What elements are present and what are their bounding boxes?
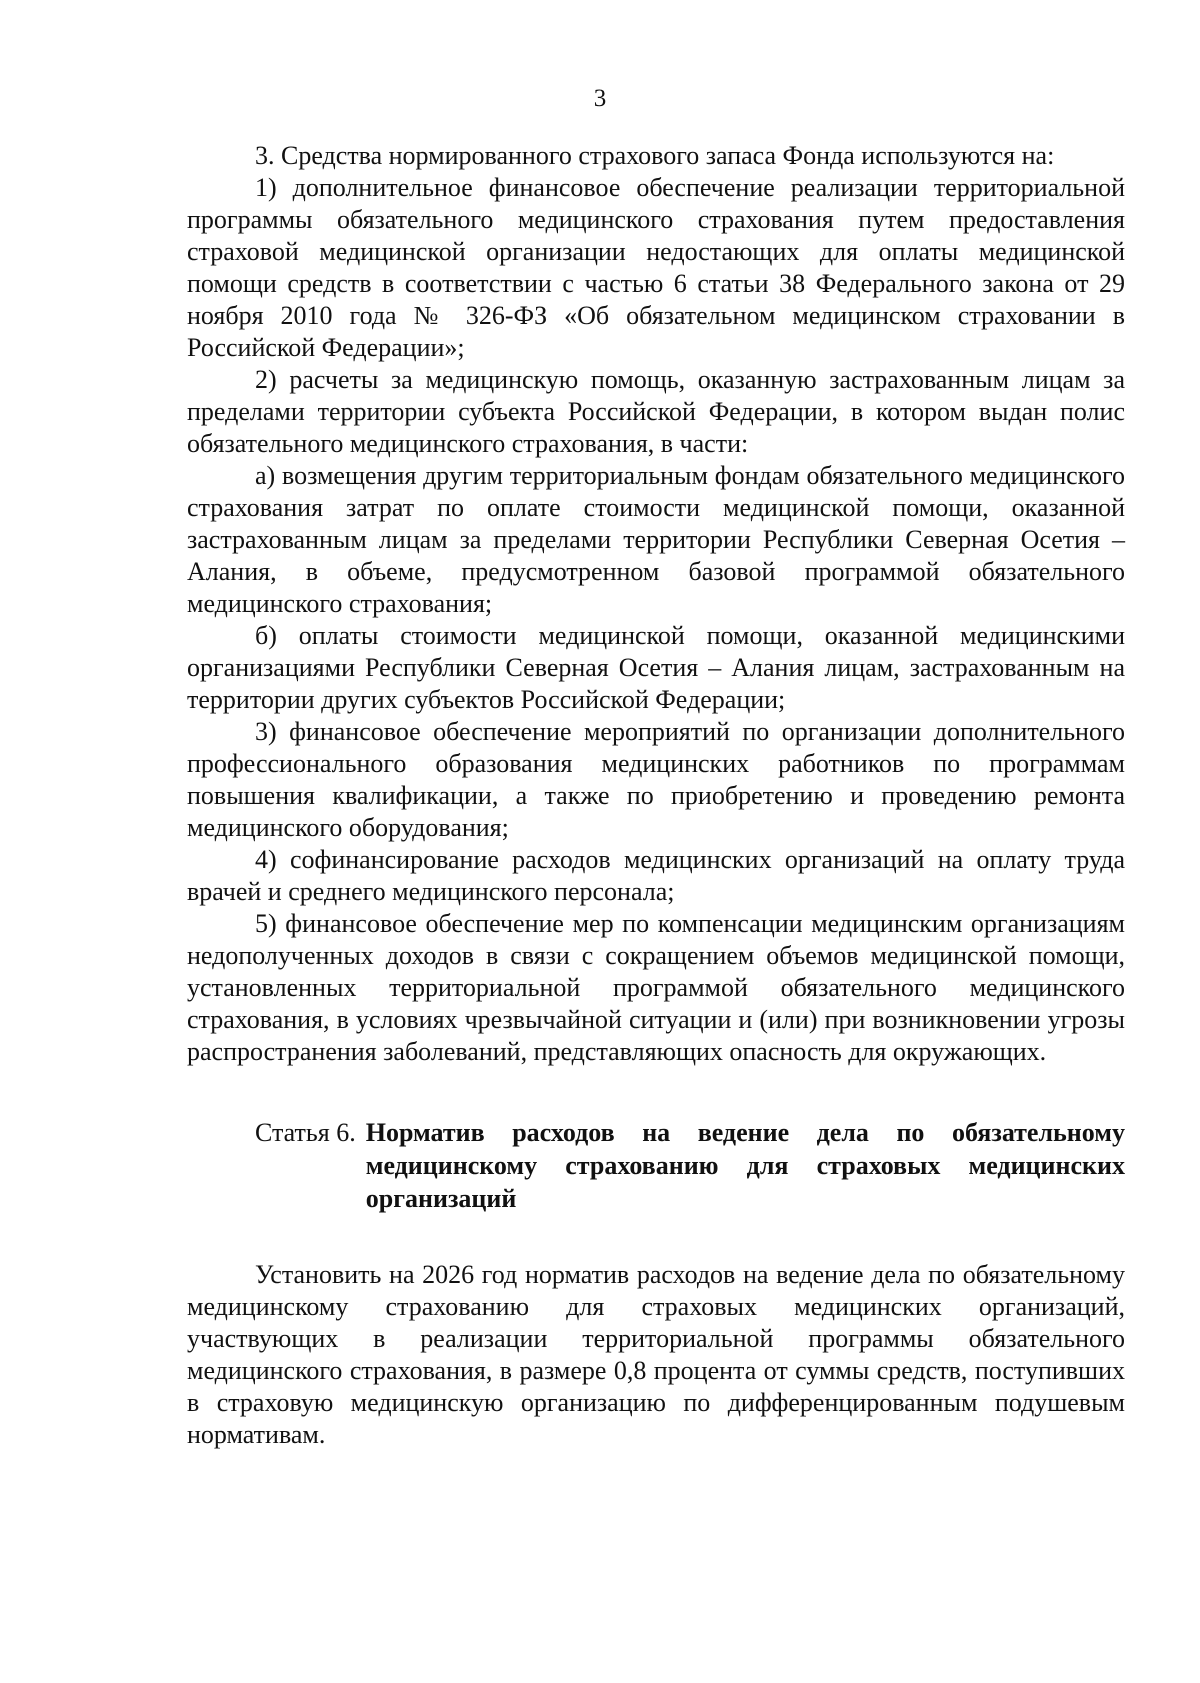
sub-item-a: а) возмещения другим территориальным фондам обязательного медицинского страхования затрат по оплате стоимости медицинской помощи, оказанной застрахованным лицам за пределами территории Республики Северная Осетия – Алания, в объеме, предусмотренном базовой программой обязательного медицинского страхования;: [187, 461, 1125, 618]
article-paragraph: Установить на 2026 год норматив расходов на ведение дела по обязательному медицинскому страхованию для страховых медицинских организаций, участвующих в реализации территориальной программы обязательного медицинского страхования, в размере 0,8 процента от суммы средств, поступивших в страховую медицинскую организацию по дифференцированным подушевым нормативам.: [187, 1260, 1125, 1449]
list-item-4: 4) софинансирование расходов медицинских организаций на оплату труда врачей и среднего медицинского персонала;: [187, 845, 1125, 906]
list-item-3: 3) финансовое обеспечение мероприятий по организации дополнительного профессионального образования медицинских работников по программам повышения квалификации, а также по приобретению и проведению ремонта медицинского оборудования;: [187, 717, 1125, 842]
article-label: Статья 6.: [255, 1118, 356, 1147]
sub-item-b: б) оплаты стоимости медицинской помощи, оказанной медицинскими организациями Республики Северная Осетия – Алания лицам, застрахованным на территории других субъектов Российской Федерации;: [187, 621, 1125, 714]
paragraph-3: 3. Средства нормированного страхового запаса Фонда используются на:: [255, 141, 1055, 170]
page-number: 3: [593, 85, 607, 112]
article-heading: [187, 1116, 1125, 1215]
document-body: [187, 140, 1125, 1451]
article-title: Норматив расходов на ведение дела по обязательному медицинскому страхованию для страховых медицинских организаций: [365, 1118, 1125, 1213]
list-item-5: 5) финансовое обеспечение мер по компенсации медицинским организациям недополученных доходов в связи с сокращением объемов медицинской помощи, установленных территориальной программой обязательного медицинского страхования, в условиях чрезвычайной ситуации и (или) при возникновении угрозы распространения заболеваний, представляющих опасность для окружающих.: [187, 909, 1125, 1066]
list-item-2: 2) расчеты за медицинскую помощь, оказанную застрахованным лицам за пределами территории субъекта Российской Федерации, в котором выдан полис обязательного медицинского страхования, в части:: [187, 365, 1125, 458]
list-item-1: 1) дополнительное финансовое обеспечение реализации территориальной программы обязательного медицинского страхования путем предоставления страховой медицинской организации недостающих для оплаты медицинской помощи средств в соответствии с частью 6 статьи 38 Федерального закона от 29 ноября 2010 года № 326-ФЗ «Об обязательном медицинском страховании в Российской Федерации»;: [187, 173, 1125, 362]
